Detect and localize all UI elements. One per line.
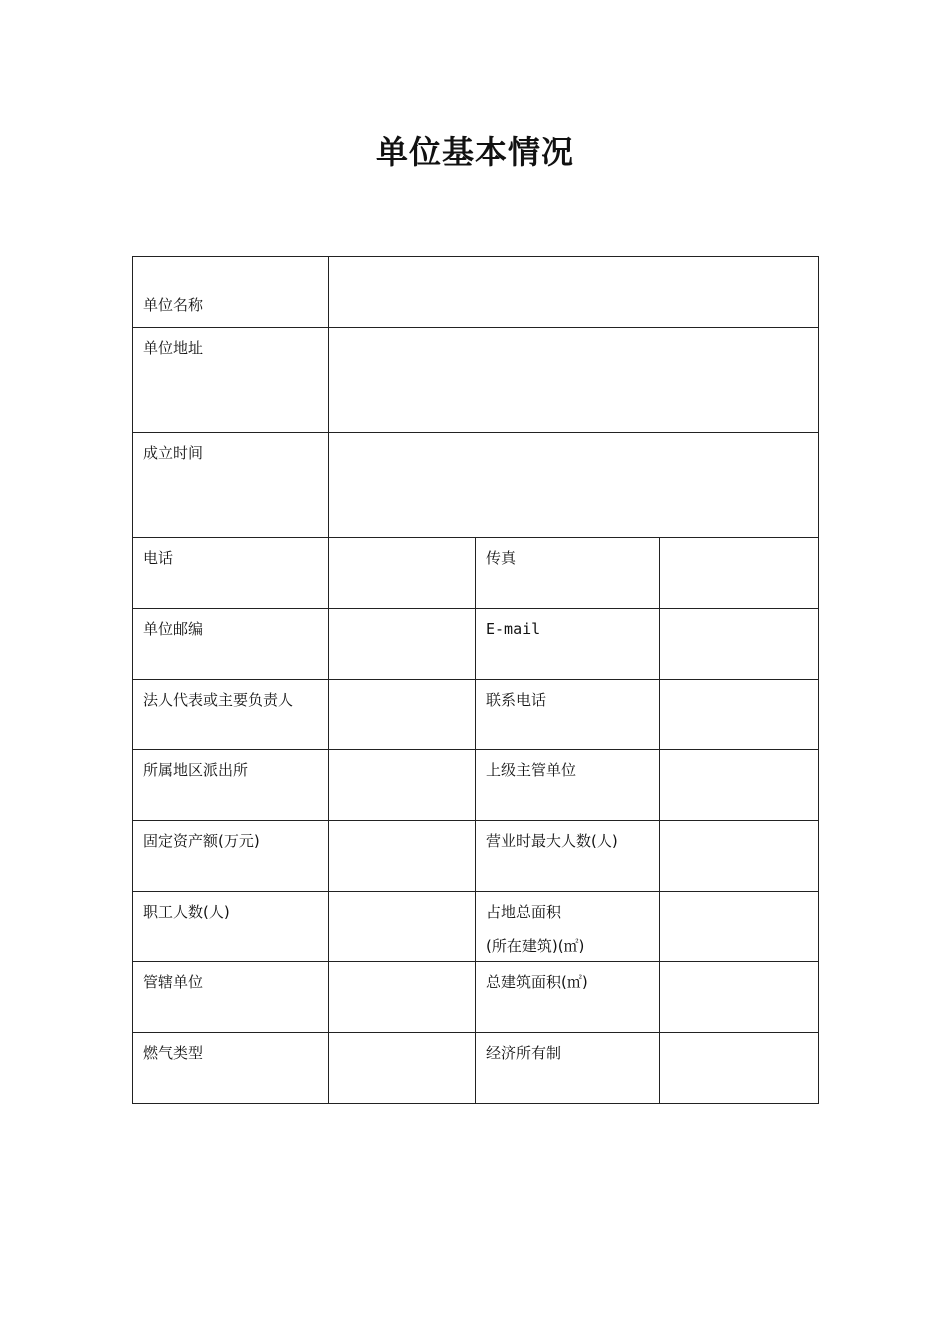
- table-row-founded: [133, 433, 819, 538]
- unit-name-field[interactable]: [329, 257, 819, 328]
- table-row-staff: [133, 892, 819, 962]
- staff-count-label: 职工人数(人): [133, 892, 329, 962]
- land-area-label-line2: (所在建筑)(㎡): [486, 937, 585, 955]
- jurisdiction-field[interactable]: [329, 962, 476, 1033]
- contact-phone-label: 联系电话: [476, 680, 660, 750]
- fax-label: 传真: [476, 538, 660, 609]
- police-station-field[interactable]: [329, 750, 476, 821]
- email-label: E-mail: [476, 609, 660, 680]
- land-area-label-line1: 占地总面积: [486, 903, 562, 921]
- land-area-field[interactable]: [660, 892, 819, 962]
- supervisor-field[interactable]: [660, 750, 819, 821]
- table-row-police-station: [133, 750, 819, 821]
- table-row-unit-name: [133, 257, 819, 328]
- jurisdiction-label: 管辖单位: [133, 962, 329, 1033]
- unit-name-label: 单位名称: [133, 257, 329, 328]
- supervisor-label: 上级主管单位: [476, 750, 660, 821]
- contact-phone-field[interactable]: [660, 680, 819, 750]
- max-occupancy-field[interactable]: [660, 821, 819, 892]
- table-row-legal-rep: [133, 680, 819, 750]
- fixed-assets-label: 固定资产额(万元): [133, 821, 329, 892]
- unit-info-form-table: [132, 256, 819, 1104]
- postcode-field[interactable]: [329, 609, 476, 680]
- page-title: 单位基本情况: [375, 133, 574, 171]
- phone-field[interactable]: [329, 538, 476, 609]
- land-area-label: [476, 892, 660, 962]
- max-occupancy-label: 营业时最大人数(人): [476, 821, 660, 892]
- fax-field[interactable]: [660, 538, 819, 609]
- ownership-label: 经济所有制: [476, 1033, 660, 1104]
- table-row-postcode-email: [133, 609, 819, 680]
- founded-date-label: 成立时间: [133, 433, 329, 538]
- unit-address-label: 单位地址: [133, 328, 329, 433]
- founded-date-field[interactable]: [329, 433, 819, 538]
- table-row-gas: [133, 1033, 819, 1104]
- table-row-phone-fax: [133, 538, 819, 609]
- gas-type-field[interactable]: [329, 1033, 476, 1104]
- phone-label: 电话: [133, 538, 329, 609]
- ownership-field[interactable]: [660, 1033, 819, 1104]
- legal-rep-field[interactable]: [329, 680, 476, 750]
- police-station-label: 所属地区派出所: [133, 750, 329, 821]
- fixed-assets-field[interactable]: [329, 821, 476, 892]
- table-row-jurisdiction: [133, 962, 819, 1033]
- building-area-label: 总建筑面积(㎡): [476, 962, 660, 1033]
- legal-rep-label: 法人代表或主要负责人: [133, 680, 329, 750]
- postcode-label: 单位邮编: [133, 609, 329, 680]
- gas-type-label: 燃气类型: [133, 1033, 329, 1104]
- email-field[interactable]: [660, 609, 819, 680]
- unit-address-field[interactable]: [329, 328, 819, 433]
- table-row-address: [133, 328, 819, 433]
- table-row-assets: [133, 821, 819, 892]
- building-area-field[interactable]: [660, 962, 819, 1033]
- staff-count-field[interactable]: [329, 892, 476, 962]
